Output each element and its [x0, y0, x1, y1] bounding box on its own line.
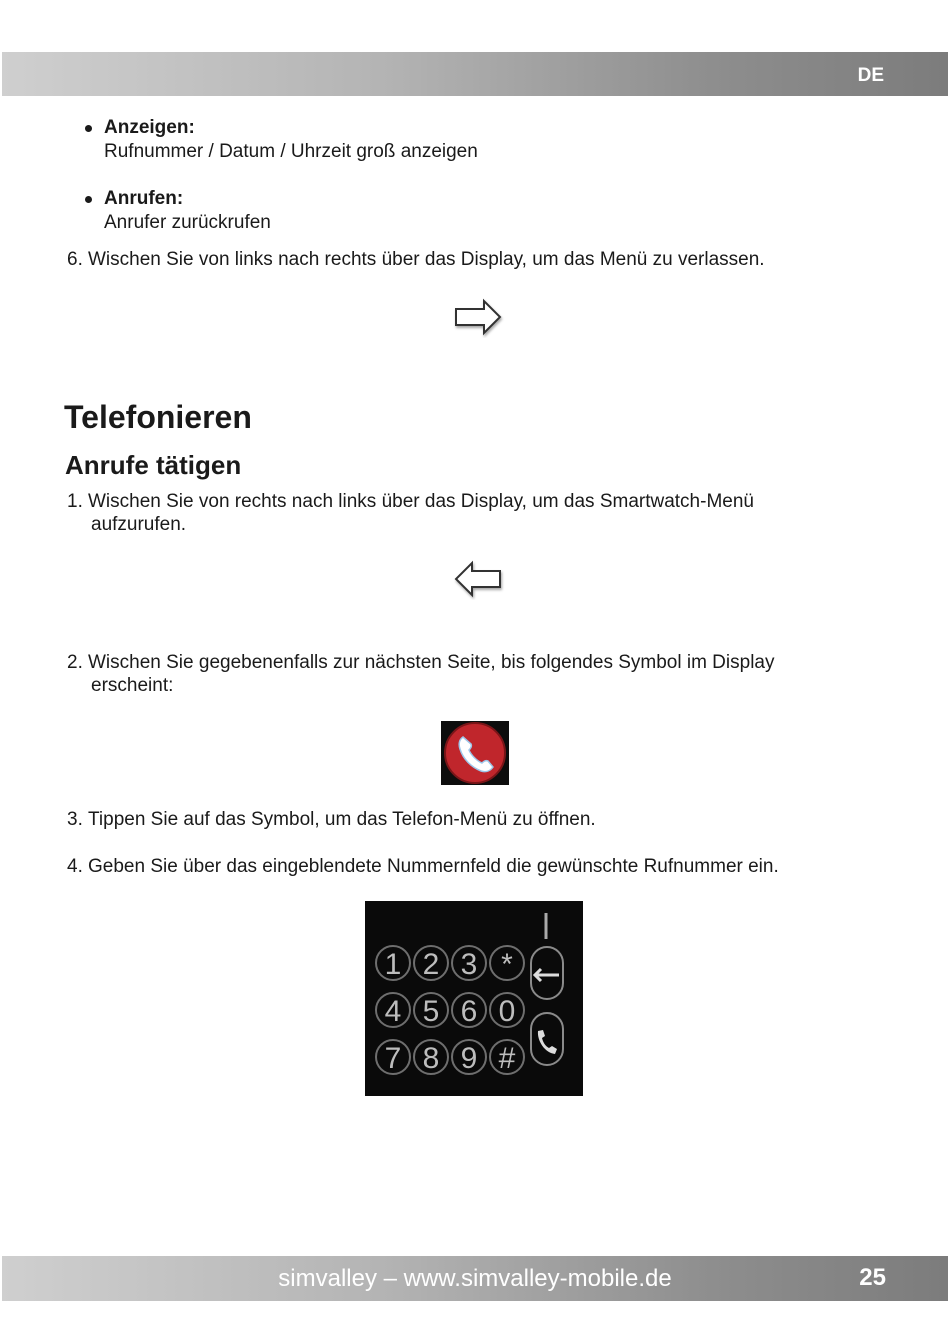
keypad-key: 6 [460, 995, 478, 1028]
step-text: Tippen Sie auf das Symbol, um das Telefon-Menü zu öffnen. [88, 809, 596, 830]
keypad-key: 7 [384, 1042, 402, 1075]
keypad-key: 0 [498, 995, 516, 1028]
step-number: 2. [67, 652, 83, 673]
step-text: Wischen Sie gegebenenfalls zur nächsten Seite, bis folgendes Symbol im Display [88, 652, 775, 673]
language-label: DE [857, 65, 884, 86]
step-text-continued: aufzurufen. [91, 514, 187, 535]
list-item-text: Anrufer zurückrufen [104, 212, 271, 233]
list-item-title: Anrufen: [104, 188, 184, 209]
step-number: 6. [67, 249, 83, 270]
keypad-key: # [498, 1042, 516, 1075]
step-number: 3. [67, 809, 83, 830]
step-number: 4. [67, 856, 83, 877]
page-number: 25 [859, 1264, 886, 1291]
keypad-key: 2 [422, 948, 440, 981]
keypad-key: 1 [384, 948, 402, 981]
step-text: Geben Sie über das eingeblendete Nummernfeld die gewünschte Rufnummer ein. [88, 856, 779, 877]
section-title: Telefonieren [64, 399, 252, 435]
footer-text: simvalley – www.simvalley-mobile.de [278, 1265, 672, 1292]
section-subtitle: Anrufe tätigen [65, 450, 242, 480]
header-band [2, 52, 948, 96]
footer-band [2, 1256, 948, 1301]
step-text: Wischen Sie von links nach rechts über das Display, um das Menü zu verlassen. [88, 249, 765, 270]
arrow-right-icon [452, 298, 506, 338]
bullet [85, 196, 92, 203]
keypad-key: 5 [422, 995, 440, 1028]
step-number: 1. [67, 491, 83, 512]
phone-icon [441, 721, 509, 785]
keypad-key: 3 [460, 948, 478, 981]
step-text: Wischen Sie von rechts nach links über das Display, um das Smartwatch-Menü [88, 491, 754, 512]
list-item-title: Anzeigen: [104, 117, 195, 138]
keypad-image [365, 901, 583, 1096]
keypad-key: 4 [384, 995, 402, 1028]
keypad-key: 9 [460, 1042, 478, 1075]
bullet [85, 125, 92, 132]
arrow-left-icon [452, 560, 506, 600]
keypad-key: 8 [422, 1042, 440, 1075]
list-item-text: Rufnummer / Datum / Uhrzeit groß anzeigen [104, 141, 478, 162]
step-text-continued: erscheint: [91, 675, 174, 696]
keypad-key: * [501, 948, 513, 981]
